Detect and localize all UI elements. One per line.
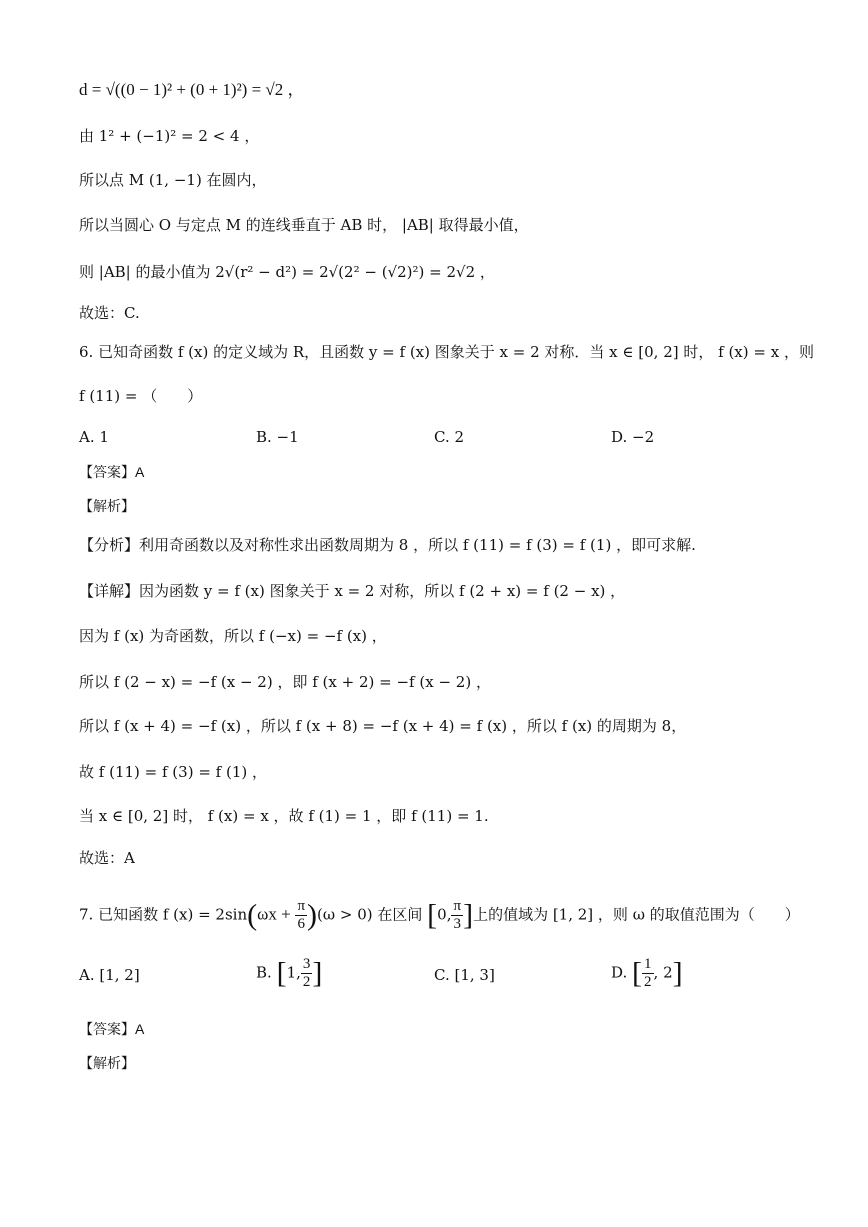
q6-choose: 故选：A <box>79 849 135 867</box>
question-7-stem: 7. 已知函数 f (x) = 2sin(ωx + $\frac{\pi}{6}$ )(ω > 0) 在区间 [0, $\frac{\pi}{3}$ ]上的值域为 [1, 2] ，则 ω 的取值范围为（ ） <box>79 898 800 932</box>
solution-line-inside: 所以点 M (1, −1) 在圆内， <box>79 171 267 189</box>
question-6-stem-cont: f (11) = （ ） <box>79 387 203 405</box>
q6-detail-3: 所以 f (2 − x) = −f (x − 2) ，即 f (x + 2) = −f (x − 2) ， <box>79 673 491 691</box>
solution-line-perpendicular: 所以当圆心 O 与定点 M 的连线垂直于 AB 时， |AB| 取得最小值， <box>79 216 529 234</box>
q6-detail-6: 当 x ∈ [0, 2] 时， f (x) = x ，故 f (1) = 1 ，即 f (11) = 1. <box>79 807 489 825</box>
pi-over-six-fraction: $\frac{\pi}{6}$ <box>297 898 306 932</box>
q6-analysis-summary: 【分析】利用奇函数以及对称性求出函数周期为 8 ，所以 f (11) = f (3) = f (1) ，即可求解. <box>79 536 696 554</box>
pi-over-three-fraction: $\frac{\pi}{3}$ <box>453 898 462 932</box>
q7-option-a: A. [1, 2] <box>79 966 140 984</box>
solution-line-choose-c: 故选：C. <box>79 304 140 322</box>
q6-detail-5: 故 f (11) = f (3) = f (1) ， <box>79 763 267 781</box>
q6-detail-2: 因为 f (x) 为奇函数，所以 f (−x) = −f (x) ， <box>79 627 387 645</box>
q6-option-a: A. 1 <box>79 428 109 446</box>
question-6-stem: 6. 已知奇函数 f (x) 的定义域为 R，且函数 y = f (x) 图象关于 x = 2 对称．当 x ∈ [0, 2] 时， f (x) = x ，则 <box>79 343 814 361</box>
q7-option-b: B. [1, $\frac{3}{2}$ ] <box>256 956 323 990</box>
solution-line-distance: d = √((0 − 1)² + (0 + 1)²) = √2 ， <box>79 80 305 99</box>
q6-answer: 【答案】A <box>79 464 145 480</box>
solution-line-min-value: 则 |AB| 的最小值为 2√(r² − d²) = 2√(2² − (√2)²) = 2√2 ， <box>79 263 495 281</box>
three-halves-fraction: $\frac{3}{2}$ <box>302 956 311 990</box>
q6-detail-1: 【详解】因为函数 y = f (x) 图象关于 x = 2 对称，所以 f (2 + x) = f (2 − x) ， <box>79 582 626 600</box>
q6-option-c: C. 2 <box>434 428 465 446</box>
q7-answer: 【答案】A <box>79 1021 145 1037</box>
q6-option-d: D. −2 <box>611 428 655 446</box>
q6-option-b: B. −1 <box>256 428 299 446</box>
q7-option-c: C. [1, 3] <box>434 966 495 984</box>
q6-analysis-heading: 【解析】 <box>79 498 135 514</box>
q7-analysis-heading: 【解析】 <box>79 1055 135 1071</box>
solution-line-check: 由 1² + (−1)² = 2 < 4 ， <box>79 127 260 145</box>
q7-option-d: D. [ $\frac{1}{2}$ , 2] <box>611 956 683 990</box>
q6-detail-4: 所以 f (x + 4) = −f (x) ，所以 f (x + 8) = −f (x + 4) = f (x) ，所以 f (x) 的周期为 8， <box>79 717 687 735</box>
one-half-fraction: $\frac{1}{2}$ <box>644 956 652 990</box>
